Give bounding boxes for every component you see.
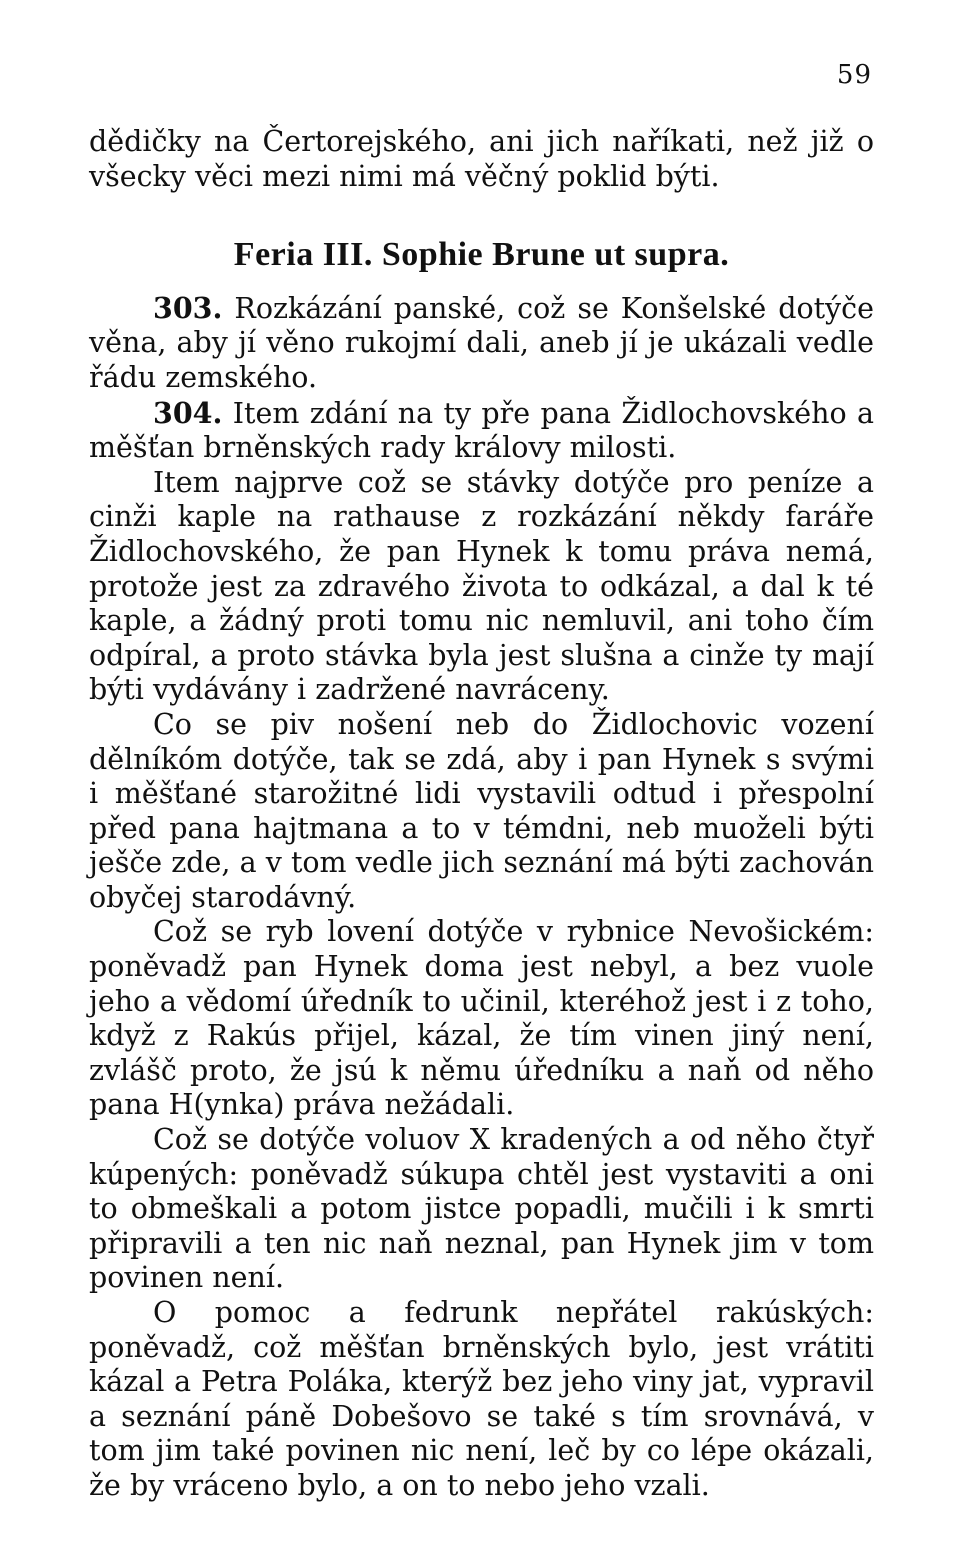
section-heading: Feria III. Sophie Brune ut supra. [233, 236, 730, 274]
body-paragraph: Item najprve což se stávky dotýče pro peníze a cinži kaple na rathause z rozkázání někdy faráře Židlochovského, že pan Hynek k tomu práva nemá, protože jest za zdravého života to odkázal, a dal k té kaple, a žádný proti tomu nic nemluvil, ani toho čím odpíral, a proto stávka byla jest slušna a cinže ty mají býti vydávány i zadržené navráceny. [89, 465, 874, 707]
body-paragraph: O pomoc a fedrunk nepřátel rakúských: poněvadž, což měšťan brněnských bylo, jest vrátiti kázal a Petra Poláka, kterýž bez jeho viny jat, vypravil a seznání páně Dobešovo se také s tím srovnává, v tom jim také povinen nic není, leč by co lépe okázali, že by vráceno bylo, a on to nebo jeho vzali. [89, 1296, 874, 1502]
body-paragraph: Což se dotýče voluov X kradených a od něho čtyř kúpených: poněvadž súkupa chtěl jest vystaviti a oni to obmeškali a potom jistce popadli, mučili i k smrti připravili a ten nic naň neznal, pan Hynek jim v tom povinen není. [89, 1123, 874, 1295]
body-paragraph: Což se ryb lovení dotýče v rybnice Nevošickém: poněvadž pan Hynek doma jest nebyl, a bez vuole jeho a vědomí úředník to učinil, kteréhož jest i z toho, když z Rakús přijel, kázal, že tím vinen jiný není, zvlášč proto, že jsú k němu úředníku a naň od něho pana H(ynka) práva nežádali. [89, 915, 874, 1122]
page-number: 59 [836, 60, 872, 90]
entry-number: 304. [153, 395, 223, 430]
entry-303 [89, 291, 874, 396]
entry-text: Rozkázání panské, což se Konšelské dotýče věna, aby jí věno rukojmí dali, aneb jí je ukázali vedle řádu zemského. [89, 291, 874, 394]
intro-paragraph: dědičky na Čertorejského, ani jich naříkati, než již o všecky věci mezi nimi má věčný poklid býti. [89, 125, 874, 193]
entry-304 [89, 396, 874, 466]
entry-number: 303. [153, 290, 223, 325]
body-text [89, 125, 874, 1504]
body-paragraph: Co se piv nošení neb do Židlochovic vození dělníkóm dotýče, tak se zdá, aby i pan Hynek s svými i měšťané starožitné lidi vystavili odtud i přespolní před pana hajtmana a to v témdni, neb muoželi býti ješče zde, a v tom vedle jich seznání má býti zachován obyčej starodávný. [89, 707, 874, 914]
entry-text: Item zdání na ty pře pana Židlochovského a měšťan brněnských rady královy milosti. [89, 396, 874, 465]
